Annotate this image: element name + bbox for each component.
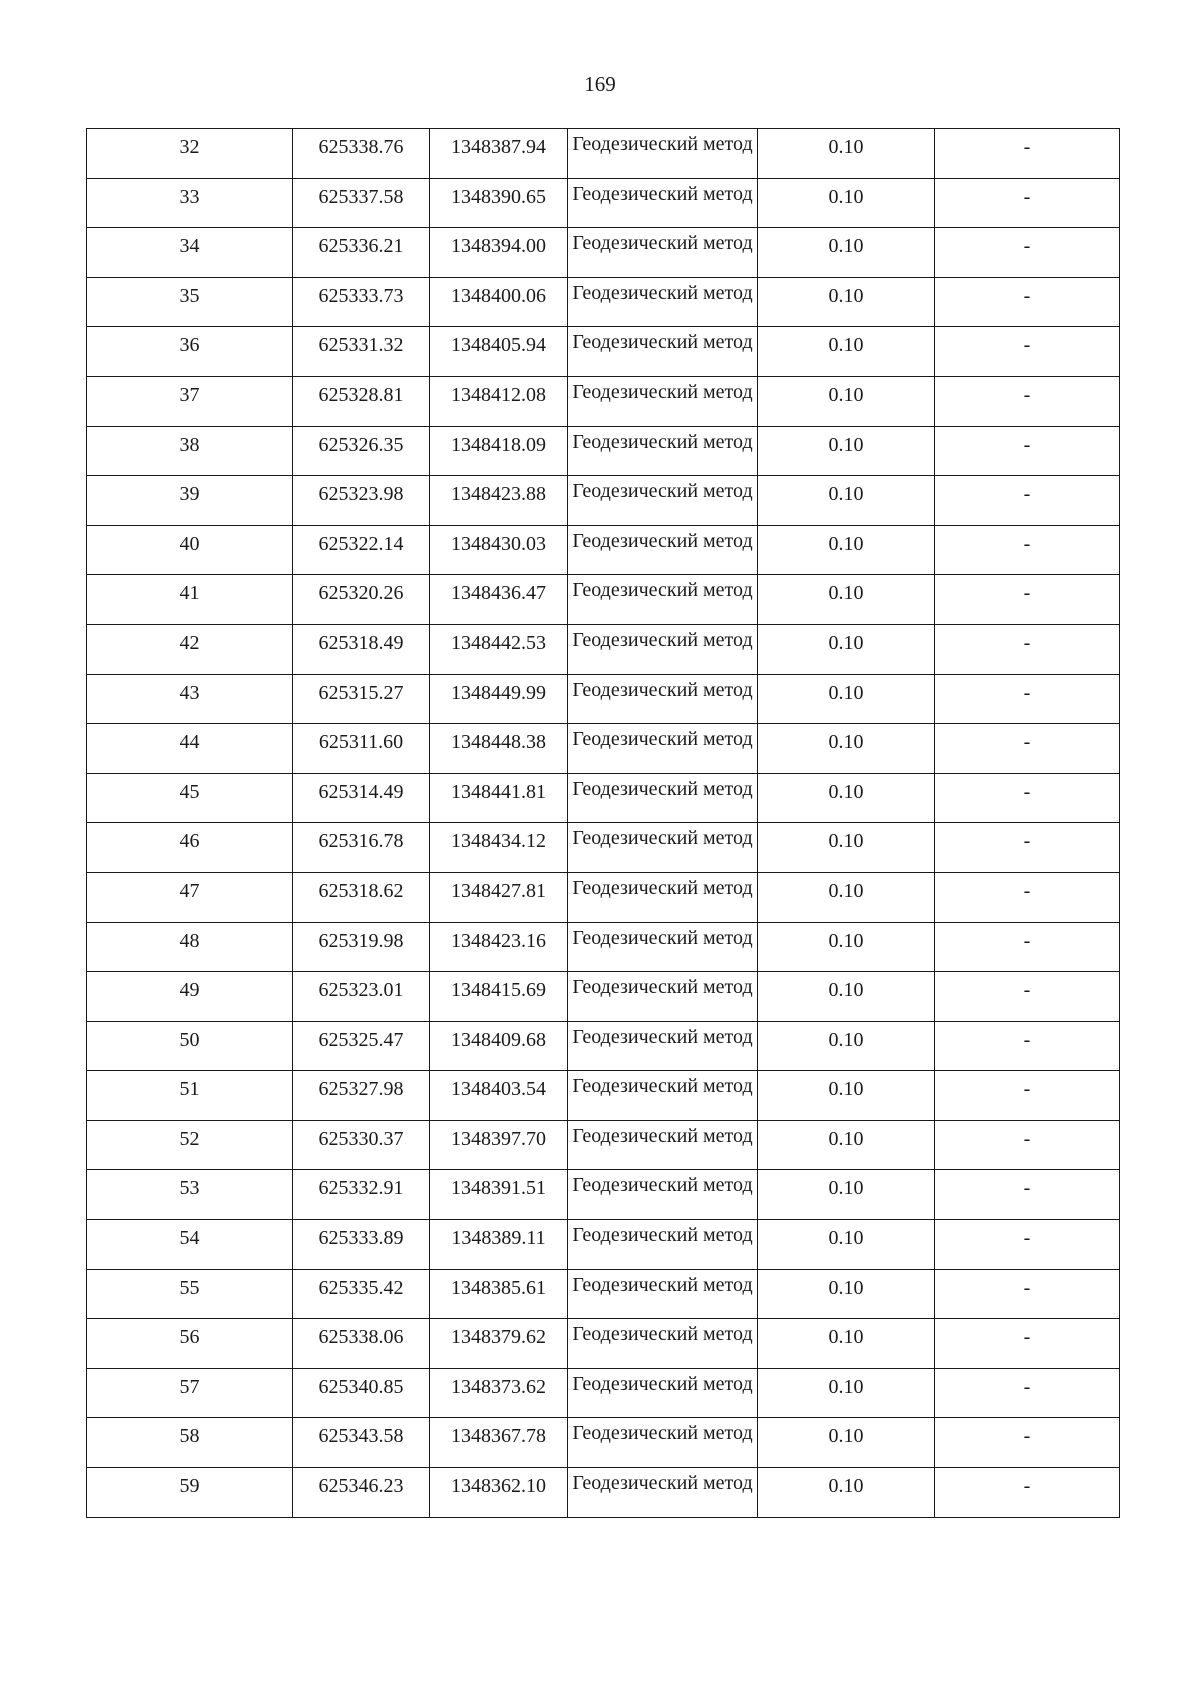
method-cell: Геодезический метод [568,724,758,774]
table-row [87,277,1120,327]
point-number-cell: 49 [87,972,293,1022]
note-cell: - [935,724,1120,774]
y-coordinate-cell: 1348423.88 [430,476,568,526]
table-row [87,1269,1120,1319]
note-cell: - [935,1071,1120,1121]
point-number-cell: 32 [87,129,293,179]
x-coordinate-cell: 625319.98 [293,922,430,972]
y-coordinate-cell: 1348441.81 [430,773,568,823]
accuracy-cell: 0.10 [758,426,935,476]
x-coordinate-cell: 625323.01 [293,972,430,1022]
point-number-cell: 57 [87,1368,293,1418]
accuracy-cell: 0.10 [758,872,935,922]
y-coordinate-cell: 1348405.94 [430,327,568,377]
method-cell: Геодезический метод [568,1220,758,1270]
point-number-cell: 46 [87,823,293,873]
table-row [87,624,1120,674]
method-cell: Геодезический метод [568,1468,758,1518]
point-number-cell: 53 [87,1170,293,1220]
method-cell: Геодезический метод [568,426,758,476]
x-coordinate-cell: 625328.81 [293,376,430,426]
point-number-cell: 58 [87,1418,293,1468]
y-coordinate-cell: 1348418.09 [430,426,568,476]
accuracy-cell: 0.10 [758,922,935,972]
note-cell: - [935,823,1120,873]
note-cell: - [935,178,1120,228]
x-coordinate-cell: 625336.21 [293,228,430,278]
y-coordinate-cell: 1348385.61 [430,1269,568,1319]
note-cell: - [935,922,1120,972]
y-coordinate-cell: 1348390.65 [430,178,568,228]
accuracy-cell: 0.10 [758,1319,935,1369]
table-row [87,1468,1120,1518]
note-cell: - [935,674,1120,724]
x-coordinate-cell: 625325.47 [293,1021,430,1071]
y-coordinate-cell: 1348409.68 [430,1021,568,1071]
accuracy-cell: 0.10 [758,228,935,278]
x-coordinate-cell: 625327.98 [293,1071,430,1121]
table-row [87,1319,1120,1369]
point-number-cell: 54 [87,1220,293,1270]
x-coordinate-cell: 625332.91 [293,1170,430,1220]
note-cell: - [935,525,1120,575]
y-coordinate-cell: 1348436.47 [430,575,568,625]
y-coordinate-cell: 1348415.69 [430,972,568,1022]
accuracy-cell: 0.10 [758,1368,935,1418]
table-row [87,1418,1120,1468]
point-number-cell: 40 [87,525,293,575]
accuracy-cell: 0.10 [758,1170,935,1220]
note-cell: - [935,624,1120,674]
method-cell: Геодезический метод [568,872,758,922]
table-row [87,823,1120,873]
x-coordinate-cell: 625314.49 [293,773,430,823]
method-cell: Геодезический метод [568,178,758,228]
point-number-cell: 41 [87,575,293,625]
note-cell: - [935,1319,1120,1369]
table-row [87,1021,1120,1071]
table-row [87,972,1120,1022]
point-number-cell: 48 [87,922,293,972]
accuracy-cell: 0.10 [758,773,935,823]
table-row [87,773,1120,823]
accuracy-cell: 0.10 [758,1071,935,1121]
method-cell: Геодезический метод [568,476,758,526]
y-coordinate-cell: 1348394.00 [430,228,568,278]
note-cell: - [935,1269,1120,1319]
point-number-cell: 42 [87,624,293,674]
note-cell: - [935,872,1120,922]
y-coordinate-cell: 1348412.08 [430,376,568,426]
point-number-cell: 39 [87,476,293,526]
accuracy-cell: 0.10 [758,178,935,228]
accuracy-cell: 0.10 [758,376,935,426]
method-cell: Геодезический метод [568,922,758,972]
accuracy-cell: 0.10 [758,277,935,327]
point-number-cell: 56 [87,1319,293,1369]
y-coordinate-cell: 1348379.62 [430,1319,568,1369]
point-number-cell: 34 [87,228,293,278]
table-row [87,376,1120,426]
accuracy-cell: 0.10 [758,1418,935,1468]
y-coordinate-cell: 1348403.54 [430,1071,568,1121]
method-cell: Геодезический метод [568,129,758,179]
accuracy-cell: 0.10 [758,1269,935,1319]
accuracy-cell: 0.10 [758,476,935,526]
accuracy-cell: 0.10 [758,624,935,674]
accuracy-cell: 0.10 [758,823,935,873]
method-cell: Геодезический метод [568,575,758,625]
point-number-cell: 50 [87,1021,293,1071]
point-number-cell: 38 [87,426,293,476]
accuracy-cell: 0.10 [758,129,935,179]
accuracy-cell: 0.10 [758,674,935,724]
table-row [87,1071,1120,1121]
note-cell: - [935,1368,1120,1418]
accuracy-cell: 0.10 [758,724,935,774]
table-row [87,476,1120,526]
note-cell: - [935,1170,1120,1220]
point-number-cell: 47 [87,872,293,922]
point-number-cell: 52 [87,1120,293,1170]
note-cell: - [935,228,1120,278]
table-row [87,525,1120,575]
method-cell: Геодезический метод [568,1120,758,1170]
x-coordinate-cell: 625343.58 [293,1418,430,1468]
note-cell: - [935,1468,1120,1518]
method-cell: Геодезический метод [568,228,758,278]
method-cell: Геодезический метод [568,376,758,426]
point-number-cell: 37 [87,376,293,426]
method-cell: Геодезический метод [568,1319,758,1369]
note-cell: - [935,426,1120,476]
note-cell: - [935,972,1120,1022]
table-row [87,1368,1120,1418]
x-coordinate-cell: 625337.58 [293,178,430,228]
x-coordinate-cell: 625316.78 [293,823,430,873]
x-coordinate-cell: 625346.23 [293,1468,430,1518]
table-row [87,1220,1120,1270]
y-coordinate-cell: 1348430.03 [430,525,568,575]
method-cell: Геодезический метод [568,1418,758,1468]
coordinates-table-body [87,129,1120,1518]
x-coordinate-cell: 625322.14 [293,525,430,575]
table-row [87,178,1120,228]
coordinates-table [86,128,1120,1518]
point-number-cell: 43 [87,674,293,724]
accuracy-cell: 0.10 [758,525,935,575]
accuracy-cell: 0.10 [758,1220,935,1270]
x-coordinate-cell: 625330.37 [293,1120,430,1170]
y-coordinate-cell: 1348449.99 [430,674,568,724]
x-coordinate-cell: 625331.32 [293,327,430,377]
method-cell: Геодезический метод [568,277,758,327]
x-coordinate-cell: 625318.49 [293,624,430,674]
y-coordinate-cell: 1348391.51 [430,1170,568,1220]
note-cell: - [935,1418,1120,1468]
y-coordinate-cell: 1348448.38 [430,724,568,774]
x-coordinate-cell: 625333.73 [293,277,430,327]
y-coordinate-cell: 1348400.06 [430,277,568,327]
table-row [87,1170,1120,1220]
method-cell: Геодезический метод [568,1071,758,1121]
point-number-cell: 59 [87,1468,293,1518]
method-cell: Геодезический метод [568,972,758,1022]
note-cell: - [935,277,1120,327]
y-coordinate-cell: 1348373.62 [430,1368,568,1418]
accuracy-cell: 0.10 [758,327,935,377]
x-coordinate-cell: 625335.42 [293,1269,430,1319]
table-row [87,922,1120,972]
x-coordinate-cell: 625338.06 [293,1319,430,1369]
note-cell: - [935,129,1120,179]
method-cell: Геодезический метод [568,327,758,377]
accuracy-cell: 0.10 [758,575,935,625]
accuracy-cell: 0.10 [758,1120,935,1170]
note-cell: - [935,575,1120,625]
y-coordinate-cell: 1348367.78 [430,1418,568,1468]
y-coordinate-cell: 1348423.16 [430,922,568,972]
x-coordinate-cell: 625340.85 [293,1368,430,1418]
table-row [87,575,1120,625]
note-cell: - [935,773,1120,823]
method-cell: Геодезический метод [568,823,758,873]
method-cell: Геодезический метод [568,674,758,724]
point-number-cell: 45 [87,773,293,823]
page-number: 169 [584,72,616,96]
point-number-cell: 35 [87,277,293,327]
table-row [87,129,1120,179]
y-coordinate-cell: 1348434.12 [430,823,568,873]
method-cell: Геодезический метод [568,1170,758,1220]
table-row [87,724,1120,774]
table-row [87,872,1120,922]
table-row [87,228,1120,278]
accuracy-cell: 0.10 [758,1468,935,1518]
method-cell: Геодезический метод [568,773,758,823]
y-coordinate-cell: 1348387.94 [430,129,568,179]
table-row [87,327,1120,377]
point-number-cell: 44 [87,724,293,774]
point-number-cell: 55 [87,1269,293,1319]
accuracy-cell: 0.10 [758,1021,935,1071]
y-coordinate-cell: 1348362.10 [430,1468,568,1518]
x-coordinate-cell: 625333.89 [293,1220,430,1270]
table-row [87,674,1120,724]
y-coordinate-cell: 1348442.53 [430,624,568,674]
point-number-cell: 51 [87,1071,293,1121]
note-cell: - [935,1220,1120,1270]
x-coordinate-cell: 625338.76 [293,129,430,179]
note-cell: - [935,1021,1120,1071]
y-coordinate-cell: 1348397.70 [430,1120,568,1170]
method-cell: Геодезический метод [568,1269,758,1319]
method-cell: Геодезический метод [568,1368,758,1418]
note-cell: - [935,1120,1120,1170]
table-row [87,1120,1120,1170]
y-coordinate-cell: 1348389.11 [430,1220,568,1270]
note-cell: - [935,327,1120,377]
table-row [87,426,1120,476]
x-coordinate-cell: 625318.62 [293,872,430,922]
method-cell: Геодезический метод [568,525,758,575]
point-number-cell: 36 [87,327,293,377]
accuracy-cell: 0.10 [758,972,935,1022]
method-cell: Геодезический метод [568,624,758,674]
x-coordinate-cell: 625320.26 [293,575,430,625]
x-coordinate-cell: 625323.98 [293,476,430,526]
note-cell: - [935,476,1120,526]
y-coordinate-cell: 1348427.81 [430,872,568,922]
x-coordinate-cell: 625326.35 [293,426,430,476]
x-coordinate-cell: 625311.60 [293,724,430,774]
x-coordinate-cell: 625315.27 [293,674,430,724]
point-number-cell: 33 [87,178,293,228]
note-cell: - [935,376,1120,426]
method-cell: Геодезический метод [568,1021,758,1071]
